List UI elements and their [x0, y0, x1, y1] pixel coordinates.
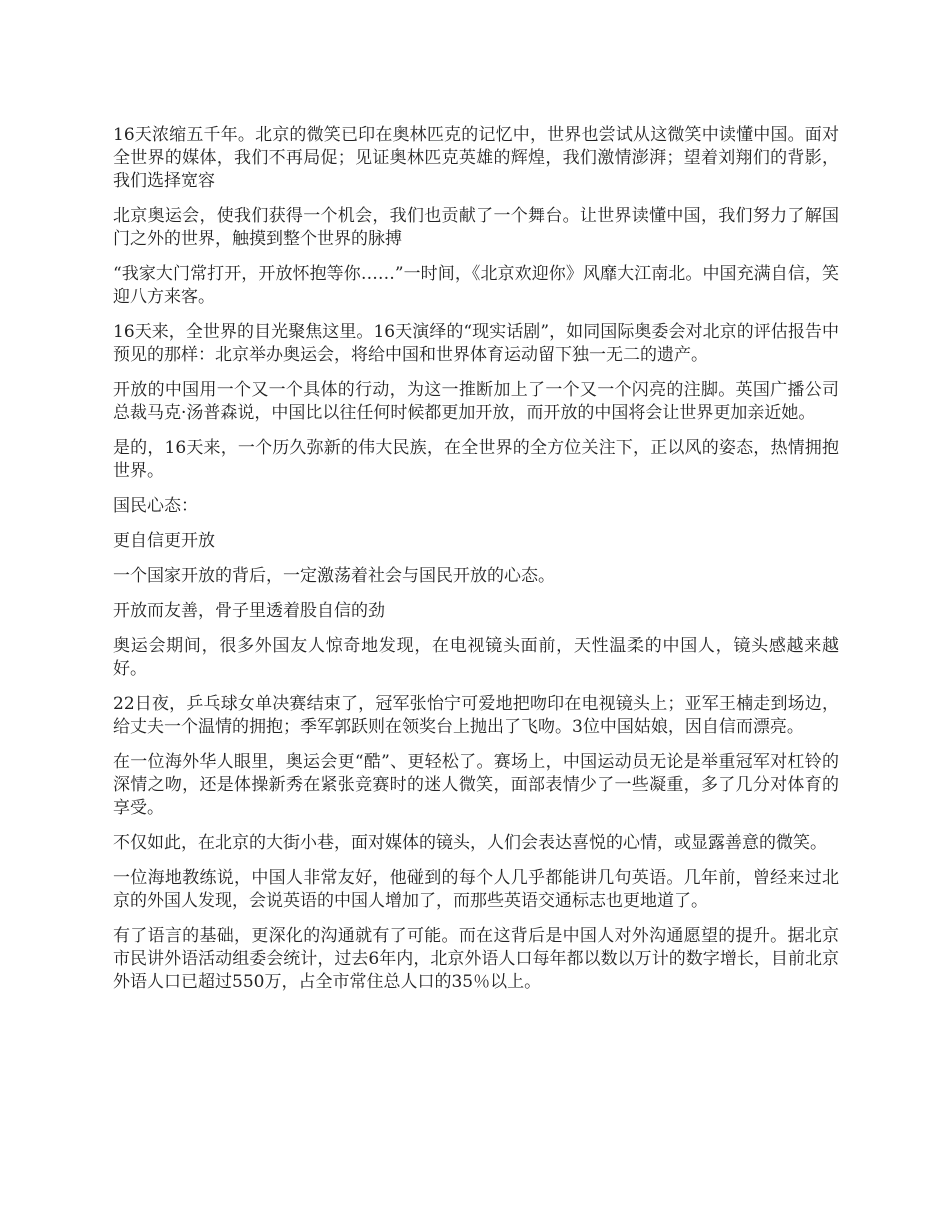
paragraph-2: 北京奥运会，使我们获得一个机会，我们也贡献了一个舞台。让世界读懂中国，我们努力了解国门之外的世界，触摸到整个世界的脉搏	[113, 206, 839, 249]
paragraph-5: 开放的中国用一个又一个具体的行动，为这一推断加上了一个又一个闪亮的注脚。英国广播公司总裁马克·汤普森说，中国比以往任何时候都更加开放，而开放的中国将会让世界更加亲近她。	[113, 380, 839, 423]
paragraph-6: 是的，16天来，一个历久弥新的伟大民族，在全世界的全方位关注下，正以风的姿态，热情拥抱世界。	[113, 438, 839, 481]
paragraph-16: 有了语言的基础，更深化的沟通就有了可能。而在这背后是中国人对外沟通愿望的提升。据北京市民讲外语活动组委会统计，过去6年内，北京外语人口每年都以数以万计的数字增长，目前北京外语人口已超过550万，占全市常住总人口的35％以上。	[113, 926, 839, 992]
document-body	[113, 124, 839, 1006]
paragraph-3: “我家大门常打开，开放怀抱等你……”一时间，《北京欢迎你》风靡大江南北。中国充满自信，笑迎八方来客。	[113, 264, 839, 307]
subheading: 开放而友善，骨子里透着股自信的劲	[113, 601, 385, 621]
paragraph-4: 16天来，全世界的目光聚焦这里。16天演绎的“现实话剧”，如同国际奥委会对北京的评估报告中预见的那样：北京举办奥运会，将给中国和世界体育运动留下独一无二的遗产。	[113, 322, 839, 365]
paragraph-14: 不仅如此，在北京的大街小巷，面对媒体的镜头，人们会表达喜悦的心情，或显露善意的微笑。	[113, 833, 827, 853]
paragraph-13: 在一位海外华人眼里，奥运会更“酷”、更轻松了。赛场上，中国运动员无论是举重冠军对杠铃的深情之吻，还是体操新秀在紧张竞赛时的迷人微笑，面部表情少了一些凝重，多了几分对体育的享受。	[113, 752, 839, 818]
paragraph-12: 22日夜，乒乓球女单决赛结束了，冠军张怡宁可爱地把吻印在电视镜头上；亚军王楠走到场边，给丈夫一个温情的拥抱；季军郭跃则在领奖台上抛出了飞吻。3位中国姑娘，因自信而漂亮。	[113, 694, 839, 737]
section-heading: 更自信更开放	[113, 531, 215, 551]
paragraph-15: 一位海地教练说，中国人非常友好，他碰到的每个人几乎都能讲几句英语。几年前，曾经来过北京的外国人发现，会说英语的中国人增加了，而那些英语交通标志也更地道了。	[113, 868, 839, 911]
paragraph-1: 16天浓缩五千年。北京的微笑已印在奥林匹克的记忆中，世界也尝试从这微笑中读懂中国。面对全世界的媒体，我们不再局促；见证奥林匹克英雄的辉煌，我们激情澎湃；望着刘翔们的背影，我们选择宽容	[113, 125, 839, 191]
section-label: 国民心态：	[113, 496, 198, 516]
paragraph-11: 奥运会期间，很多外国友人惊奇地发现，在电视镜头面前，天性温柔的中国人，镜头感越来越好。	[113, 636, 839, 679]
paragraph-9: 一个国家开放的背后，一定激荡着社会与国民开放的心态。	[113, 566, 555, 586]
